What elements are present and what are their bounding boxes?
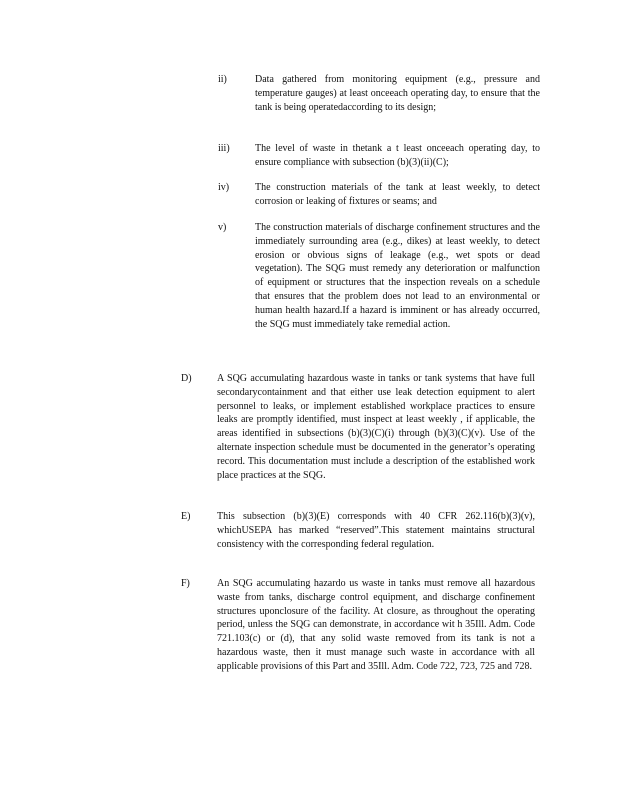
subitem-marker: iv)	[218, 182, 230, 193]
item-marker: F)	[181, 578, 190, 589]
subitem-text: The level of waste in thetank a t least onceeach operating day, to ensure compliance with subsection (b)(3)(ii)(C);	[255, 143, 540, 168]
subitem-text: Data gathered from monitoring equipment (e.g., pressure and temperature gauges) at least onceeach operating day, to ensure that the tank is being operatedaccording to its design;	[255, 74, 540, 113]
item-text: This subsection (b)(3)(E) corresponds with 40 CFR 262.116(b)(3)(v), whichUSEPA has marked “reserved”.This statement maintains structural consistency with the corresponding federal regulation.	[217, 511, 535, 550]
subitem-marker: iii)	[218, 143, 230, 154]
item-marker: D)	[181, 373, 192, 384]
subitem-marker: ii)	[218, 74, 227, 85]
subitem-text: The construction materials of discharge confinement structures and the immediately surrounding area (e.g., dikes) at least weekly, to detect erosion or obvious signs of leakage (e.g., wet spots or dead vegetation). The SQG must remedy any deterioration or malfunction of equipment or structures that the inspection reveals on a schedule that ensures that the problem does not lead to an environmental or human health hazard.If a hazard is imminent or has already occurred, the SQG must immediately take remedial action.	[255, 222, 540, 330]
subitem-marker: v)	[218, 222, 227, 233]
item-text: A SQG accumulating hazardous waste in tanks or tank systems that have full secondarycontainment and that either use leak detection equipment to alert personnel to leaks, or implement established workplace practices to ensure leaks are promptly identified, must inspect at least weekly , if applicable, the areas identified in subsections (b)(3)(C)(i) through (b)(3)(C)(v). Use of the alternate inspection schedule must be documented in the generator’s operating record. This documentation must include a description of the established work place practices at the SQG.	[217, 373, 535, 481]
subitem-text: The construction materials of the tank at least weekly, to detect corrosion or leaking of fixtures or seams; and	[255, 182, 540, 207]
item-marker: E)	[181, 511, 191, 522]
item-text: An SQG accumulating hazardo us waste in tanks must remove all hazardous waste from tanks, discharge control equipment, and discharge confinement structures uponclosure of the facility. At closure, as throughout the operating period, unless the SQG can demonstrate, in accordance wit h 35Ill. Adm. Code 721.103(c) or (d), that any solid waste removed from its tank is not a hazardous waste, then it must manage such waste in accordance with all applicable provisions of this Part and 35Ill. Adm. Code 722, 723, 725 and 728.	[217, 578, 535, 672]
